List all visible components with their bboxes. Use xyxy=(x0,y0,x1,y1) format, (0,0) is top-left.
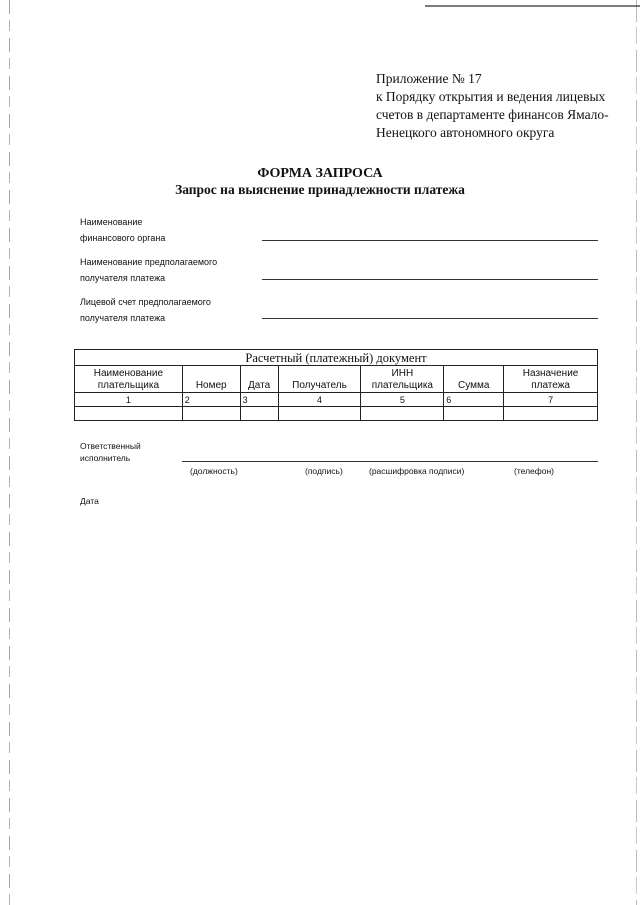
column-number: 2 xyxy=(182,393,240,407)
table-cell[interactable] xyxy=(278,407,361,421)
table-caption: Расчетный (платежный) документ xyxy=(75,350,598,366)
appendix-line: Приложение № 17 xyxy=(376,71,482,86)
column-header: Наименование плательщика xyxy=(75,366,183,393)
column-header: Дата xyxy=(240,366,278,393)
scan-edge-right xyxy=(636,0,637,905)
column-number: 5 xyxy=(361,393,444,407)
field-input-recipient-name[interactable] xyxy=(262,279,598,280)
payment-document-table xyxy=(74,349,598,421)
column-number: 3 xyxy=(240,393,278,407)
scan-edge-top xyxy=(425,5,640,7)
table-cell[interactable] xyxy=(182,407,240,421)
table-number-row xyxy=(75,393,598,407)
form-title: ФОРМА ЗАПРОСА xyxy=(257,166,383,181)
field-label-line: получателя платежа xyxy=(80,273,166,283)
field-label-line: Наименование предполагаемого xyxy=(80,257,218,267)
caption-signature: (подпись) xyxy=(305,466,343,476)
caption-signature-decoding: (расшифровка подписи) xyxy=(369,466,465,476)
table-cell[interactable] xyxy=(444,407,504,421)
table-cell[interactable] xyxy=(75,407,183,421)
column-number: 4 xyxy=(278,393,361,407)
column-number: 7 xyxy=(504,393,598,407)
column-header: ИНН плательщика xyxy=(361,366,444,393)
caption-position: (должность) xyxy=(190,466,238,476)
table-header-row xyxy=(75,366,598,393)
field-label-recipient-account xyxy=(80,294,211,326)
column-header: Сумма xyxy=(444,366,504,393)
field-input-recipient-account[interactable] xyxy=(262,318,598,319)
table-cell[interactable] xyxy=(240,407,278,421)
responsible-label-line: исполнитель xyxy=(80,453,131,463)
column-header: Номер xyxy=(182,366,240,393)
column-header: Назначение платежа xyxy=(504,366,598,393)
responsible-label xyxy=(80,440,141,464)
field-label-line: Наименование xyxy=(80,217,143,227)
responsible-signature-line[interactable] xyxy=(182,461,598,462)
responsible-label-line: Ответственный xyxy=(80,441,141,451)
appendix-line: Ненецкого автономного округа xyxy=(376,125,555,140)
field-label-financial-body xyxy=(80,214,165,246)
appendix-line: к Порядку открытия и ведения лицевых xyxy=(376,89,606,104)
caption-phone: (телефон) xyxy=(514,466,555,476)
table-cell[interactable] xyxy=(504,407,598,421)
appendix-note xyxy=(376,70,616,142)
column-number: 1 xyxy=(75,393,183,407)
field-label-line: Лицевой счет предполагаемого xyxy=(80,297,211,307)
scan-edge-left xyxy=(9,0,10,905)
form-subtitle: Запрос на выяснение принадлежности платежа xyxy=(175,182,465,197)
field-label-recipient-name xyxy=(80,254,217,286)
column-number: 6 xyxy=(444,393,504,407)
column-header: Получатель xyxy=(278,366,361,393)
table-row xyxy=(75,407,598,421)
field-input-financial-body[interactable] xyxy=(262,240,598,241)
date-label: Дата xyxy=(80,496,99,506)
table-cell[interactable] xyxy=(361,407,444,421)
field-label-line: финансового органа xyxy=(80,233,166,243)
field-label-line: получателя платежа xyxy=(80,313,166,323)
appendix-line: счетов в департаменте финансов Ямало- xyxy=(376,107,609,122)
